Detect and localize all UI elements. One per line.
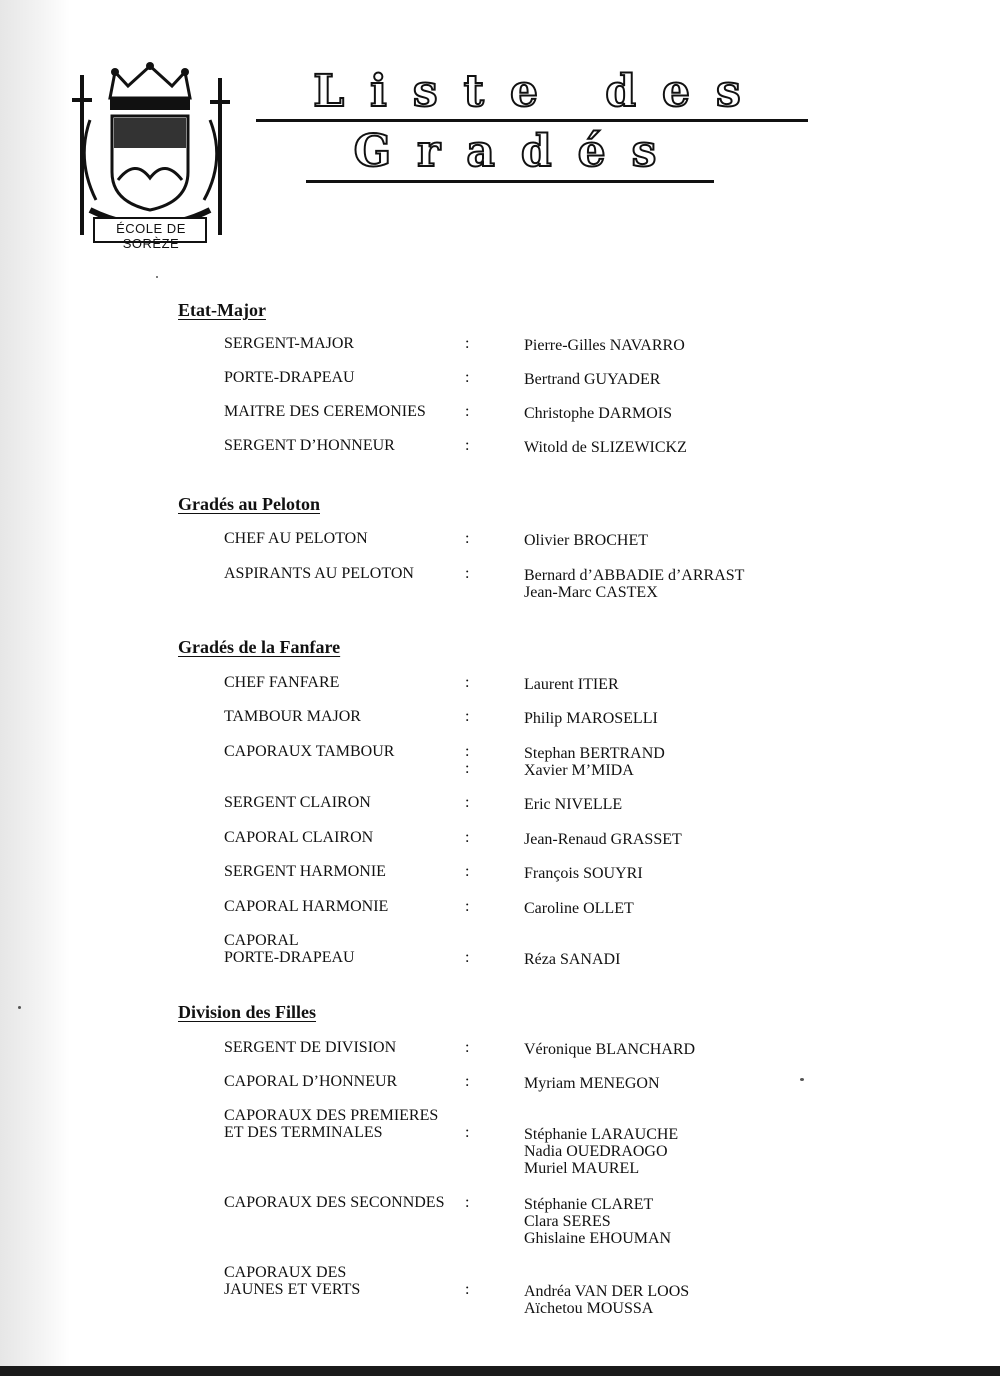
entry-colon: :: [465, 1124, 470, 1141]
entry-colon: :: [465, 760, 470, 777]
entry-colon: :: [465, 949, 470, 966]
entry-role: SERGENT D’HONNEUR: [224, 437, 395, 454]
entry-colon: :: [465, 369, 470, 386]
page-title-line-1: Liste des: [313, 66, 767, 117]
entry-role: PORTE-DRAPEAU: [224, 949, 355, 966]
entry-role: CHEF AU PELOTON: [224, 530, 368, 547]
entry-name: Witold de SLIZEWICKZ: [524, 439, 687, 456]
entry-role: CAPORAL HARMONIE: [224, 898, 389, 915]
entry-role: ET DES TERMINALES: [224, 1124, 383, 1141]
entry-colon: :: [465, 829, 470, 846]
section-heading: Gradés de la Fanfare: [178, 637, 341, 657]
section-heading: Etat-Major: [178, 300, 266, 320]
entry-name: Réza SANADI: [524, 951, 621, 968]
section-heading: Division des Filles: [178, 1002, 317, 1022]
scan-bottom-edge: [0, 1366, 1000, 1376]
entry-colon: :: [465, 794, 470, 811]
entry-colon: :: [465, 674, 470, 691]
entry-colon: :: [465, 530, 470, 547]
entry-name: Bertrand GUYADER: [524, 371, 661, 388]
entry-colon: :: [465, 898, 470, 915]
entry-role: CAPORAL: [224, 932, 299, 949]
entry-role: CAPORAUX DES: [224, 1264, 347, 1281]
entry-name: Olivier BROCHET: [524, 532, 648, 549]
entry-colon: :: [465, 1281, 470, 1298]
page-title-line-2: Gradés: [353, 126, 683, 177]
entry-name: Muriel MAUREL: [524, 1160, 640, 1177]
entry-name: Myriam MENEGON: [524, 1075, 660, 1092]
scan-speck: [18, 1006, 21, 1009]
entry-name: Ghislaine EHOUMAN: [524, 1230, 672, 1247]
entry-name: Philip MAROSELLI: [524, 710, 658, 727]
entry-name: Stéphanie CLARET: [524, 1196, 654, 1213]
entry-role: SERGENT CLAIRON: [224, 794, 371, 811]
entry-name: Pierre-Gilles NAVARRO: [524, 337, 685, 354]
entry-role: TAMBOUR MAJOR: [224, 708, 361, 725]
entry-role: CAPORAL D’HONNEUR: [224, 1073, 398, 1090]
entry-colon: :: [465, 708, 470, 725]
entry-name: Bernard d’ABBADIE d’ARRAST: [524, 567, 745, 584]
entry-role: CAPORAUX DES SECONNDES: [224, 1194, 445, 1211]
scan-speck: [800, 1078, 804, 1081]
crest-motto-label: ÉCOLE DE SORÈZE: [116, 221, 186, 251]
entry-name: François SOUYRI: [524, 865, 643, 882]
entry-colon: :: [465, 335, 470, 352]
entry-colon: :: [465, 863, 470, 880]
entry-name: Jean-Renaud GRASSET: [524, 831, 682, 848]
entry-name: Aïchetou MOUSSA: [524, 1300, 654, 1317]
entry-name: Caroline OLLET: [524, 900, 634, 917]
entry-role: PORTE-DRAPEAU: [224, 369, 355, 386]
entry-name: Christophe DARMOIS: [524, 405, 673, 422]
entry-role: JAUNES ET VERTS: [224, 1281, 361, 1298]
entry-name: Jean-Marc CASTEX: [524, 584, 658, 601]
entry-name: Eric NIVELLE: [524, 796, 623, 813]
scan-speck: [156, 276, 158, 278]
entry-name: Laurent ITIER: [524, 676, 619, 693]
entry-colon: :: [465, 1194, 470, 1211]
entry-role: SERGENT HARMONIE: [224, 863, 386, 880]
entry-role: CHEF FANFARE: [224, 674, 340, 691]
entry-colon: :: [465, 743, 470, 760]
entry-role: SERGENT DE DIVISION: [224, 1039, 397, 1056]
entry-colon: :: [465, 403, 470, 420]
entry-role: CAPORAUX DES PREMIERES: [224, 1107, 439, 1124]
entry-name: Andréa VAN DER LOOS: [524, 1283, 690, 1300]
entry-colon: :: [465, 437, 470, 454]
section-heading: Gradés au Peloton: [178, 494, 320, 514]
entry-colon: :: [465, 1073, 470, 1090]
entry-name: Véronique BLANCHARD: [524, 1041, 696, 1058]
entry-role: SERGENT-MAJOR: [224, 335, 355, 352]
entry-role: ASPIRANTS AU PELOTON: [224, 565, 414, 582]
entry-name: Clara SERES: [524, 1213, 611, 1230]
entry-name: Nadia OUEDRAOGO: [524, 1143, 668, 1160]
entry-name: Stéphanie LARAUCHE: [524, 1126, 679, 1143]
entry-name: Stephan BERTRAND: [524, 745, 665, 762]
entry-role: MAITRE DES CEREMONIES: [224, 403, 426, 420]
entry-colon: :: [465, 1039, 470, 1056]
entry-role: CAPORAUX TAMBOUR: [224, 743, 395, 760]
entry-name: Xavier M’MIDA: [524, 762, 634, 779]
entry-role: CAPORAL CLAIRON: [224, 829, 374, 846]
entry-colon: :: [465, 565, 470, 582]
